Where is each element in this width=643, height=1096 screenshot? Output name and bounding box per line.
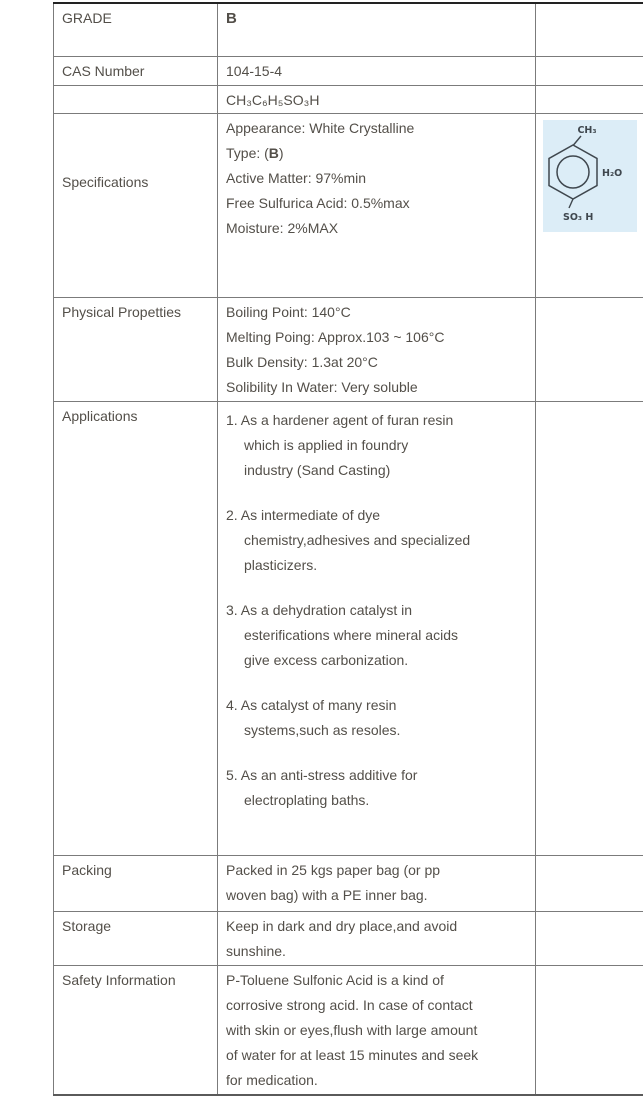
- spec-line-type: [226, 141, 529, 166]
- physical-line-density: Bulk Density: 1.3at 20°C: [226, 354, 378, 370]
- packing-line: Packed in 25 kgs paper bag (or pp: [226, 862, 441, 878]
- table-row-grade: [54, 3, 643, 57]
- application-line: which is applied in foundry: [244, 437, 409, 453]
- physical-line-solubility: Solibility In Water: Very soluble: [226, 379, 418, 395]
- methyl-group-label: CH₃: [577, 125, 597, 136]
- table-row-physical-properties: [54, 298, 643, 402]
- application-line: electroplating baths.: [244, 792, 370, 808]
- storage-value-cell: [218, 912, 536, 966]
- table-row-cas-number: [54, 57, 643, 86]
- application-line: chemistry,adhesives and specialized: [244, 532, 471, 548]
- spec-line-appearance: Appearance: White Crystalline: [226, 120, 415, 136]
- spec-line-moisture: Moisture: 2%MAX: [226, 220, 339, 236]
- storage-line: sunshine.: [226, 943, 286, 959]
- table-row-storage: [54, 912, 643, 966]
- table-row-specifications: [54, 114, 643, 298]
- chemical-formula: CH₃C₆H₅SO₃H: [218, 86, 536, 114]
- formula-empty-cell: [536, 86, 643, 114]
- application-line: 4. As catalyst of many resin: [226, 697, 397, 713]
- chemical-structure-image: [543, 120, 637, 232]
- cas-number-value: 104-15-4: [218, 57, 536, 86]
- application-line: industry (Sand Casting): [244, 462, 391, 478]
- safety-line: P-Toluene Sulfonic Acid is a kind of: [226, 972, 444, 988]
- application-line: 5. As an anti-stress additive for: [226, 767, 418, 783]
- application-line: 1. As a hardener agent of furan resin: [226, 412, 454, 428]
- grade-empty-cell: [536, 3, 643, 57]
- application-item-5: [226, 763, 529, 813]
- application-item-4: [226, 693, 529, 743]
- application-line: plasticizers.: [244, 557, 318, 573]
- spec-line-free-acid: Free Sulfurica Acid: 0.5%max: [226, 195, 410, 211]
- applications-label: Applications: [54, 402, 218, 856]
- packing-value-cell: [218, 856, 536, 912]
- physical-properties-label: Physical Propetties: [54, 298, 218, 402]
- application-line: esterifications where mineral acids: [244, 627, 458, 643]
- application-item-2: [226, 503, 529, 578]
- application-line: give excess carbonization.: [244, 652, 409, 668]
- physical-empty-cell: [536, 298, 643, 402]
- safety-line: for medication.: [226, 1072, 318, 1088]
- packing-label: Packing: [54, 856, 218, 912]
- formula-label: [54, 86, 218, 114]
- water-label: H₂O: [602, 168, 623, 179]
- packing-empty-cell: [536, 856, 643, 912]
- packing-line: woven bag) with a PE inner bag.: [226, 887, 428, 903]
- table-row-packing: [54, 856, 643, 912]
- physical-line-boiling: Boiling Point: 140°C: [226, 304, 351, 320]
- spec-type-suffix: ): [278, 145, 284, 161]
- physical-line-melting: Melting Poing: Approx.103 ~ 106°C: [226, 329, 445, 345]
- safety-line: corrosive strong acid. In case of contact: [226, 997, 473, 1013]
- safety-line: with skin or eyes,flush with large amount: [226, 1022, 478, 1038]
- spec-table: [53, 2, 643, 1096]
- application-item-3: [226, 598, 529, 673]
- structure-image-cell: [536, 114, 643, 298]
- specifications-value-cell: [218, 114, 536, 298]
- table-row-formula: [54, 86, 643, 114]
- applications-value-cell: [218, 402, 536, 856]
- storage-line: Keep in dark and dry place,and avoid: [226, 918, 458, 934]
- storage-empty-cell: [536, 912, 643, 966]
- safety-empty-cell: [536, 966, 643, 1096]
- application-item-1: [226, 408, 529, 483]
- table-row-applications: [54, 402, 643, 856]
- storage-label: Storage: [54, 912, 218, 966]
- table-row-safety-information: [54, 966, 643, 1096]
- safety-information-value-cell: [218, 966, 536, 1096]
- specifications-label: Specifications: [54, 114, 218, 298]
- grade-label: GRADE: [54, 3, 218, 57]
- safety-information-label: Safety Information: [54, 966, 218, 1096]
- spec-line-active-matter: Active Matter: 97%min: [226, 170, 367, 186]
- spec-type-prefix: Type: (: [226, 145, 269, 161]
- safety-line: of water for at least 15 minutes and seek: [226, 1047, 479, 1063]
- application-line: 3. As a dehydration catalyst in: [226, 602, 412, 618]
- grade-value: B: [218, 3, 536, 57]
- cas-number-label: CAS Number: [54, 57, 218, 86]
- cas-empty-cell: [536, 57, 643, 86]
- applications-empty-cell: [536, 402, 643, 856]
- application-line: 2. As intermediate of dye: [226, 507, 381, 523]
- physical-properties-value-cell: [218, 298, 536, 402]
- sulfonic-group-label: SO₃ H: [563, 212, 594, 223]
- spec-type-value: B: [268, 145, 279, 161]
- application-line: systems,such as resoles.: [244, 722, 401, 738]
